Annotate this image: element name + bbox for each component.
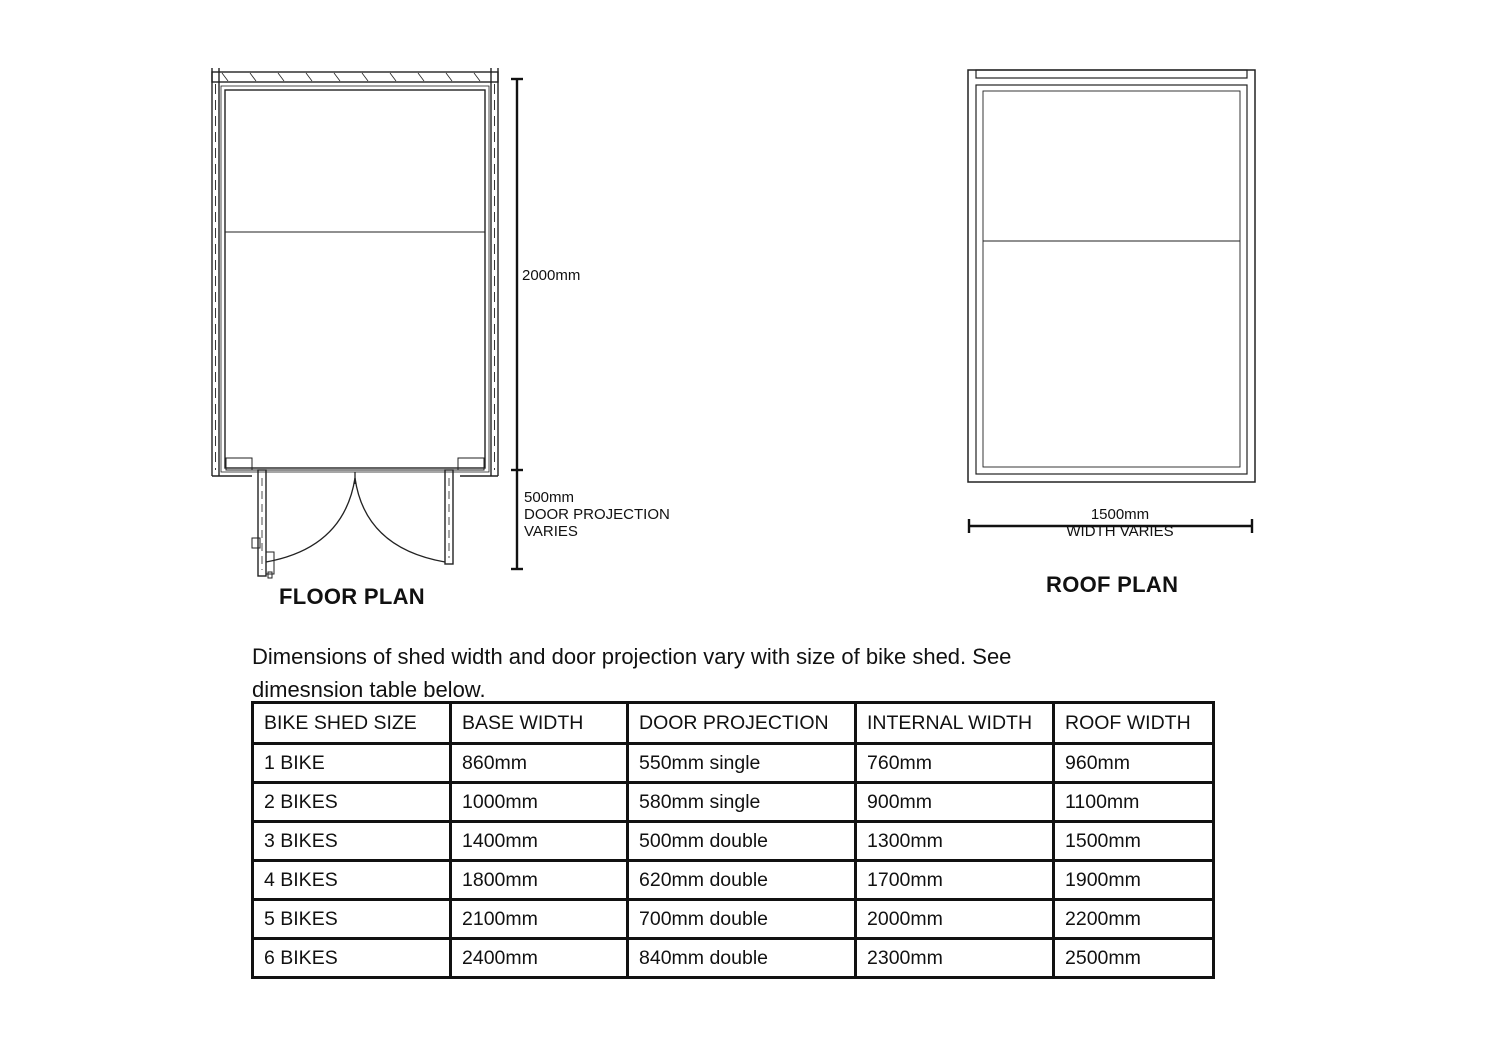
table-cell: 1900mm bbox=[1054, 861, 1214, 900]
table-row bbox=[253, 939, 1214, 978]
table-cell: 2100mm bbox=[451, 900, 628, 939]
table-cell: 1700mm bbox=[856, 861, 1054, 900]
floor-plan-drawing bbox=[212, 68, 498, 578]
door-projection-label bbox=[524, 489, 670, 540]
roof-width-line-1: 1500mm bbox=[1090, 506, 1150, 523]
dimension-table bbox=[251, 701, 1215, 979]
roof-plan-drawing bbox=[968, 70, 1255, 482]
table-row bbox=[253, 822, 1214, 861]
table-cell: 550mm single bbox=[628, 744, 856, 783]
table-cell: 2200mm bbox=[1054, 900, 1214, 939]
header-internal-width: INTERNAL WIDTH bbox=[856, 703, 1054, 744]
table-cell: 620mm double bbox=[628, 861, 856, 900]
table-cell: 2000mm bbox=[856, 900, 1054, 939]
table-cell: 2400mm bbox=[451, 939, 628, 978]
table-cell: 860mm bbox=[451, 744, 628, 783]
table-cell: 1100mm bbox=[1054, 783, 1214, 822]
table-row bbox=[253, 861, 1214, 900]
table-cell: 960mm bbox=[1054, 744, 1214, 783]
table-cell: 2 BIKES bbox=[253, 783, 451, 822]
table-cell: 3 BIKES bbox=[253, 822, 451, 861]
door-projection-line-3: VARIES bbox=[524, 523, 578, 540]
floor-dimension-line bbox=[511, 79, 523, 569]
table-cell: 1400mm bbox=[451, 822, 628, 861]
roof-plan-title: ROOF PLAN bbox=[1046, 572, 1179, 597]
table-cell: 500mm double bbox=[628, 822, 856, 861]
table-cell: 580mm single bbox=[628, 783, 856, 822]
door-projection-line-1: 500mm bbox=[524, 489, 575, 506]
door-projection-line-2: DOOR PROJECTION bbox=[524, 506, 670, 523]
header-roof-width: ROOF WIDTH bbox=[1054, 703, 1214, 744]
table-cell: 1800mm bbox=[451, 861, 628, 900]
table-cell: 700mm double bbox=[628, 900, 856, 939]
header-base-width: BASE WIDTH bbox=[451, 703, 628, 744]
table-header-row bbox=[253, 703, 1214, 744]
table-row bbox=[253, 900, 1214, 939]
table-cell: 1300mm bbox=[856, 822, 1054, 861]
table-row bbox=[253, 783, 1214, 822]
floor-plan-title: FLOOR PLAN bbox=[279, 584, 425, 609]
header-bike-shed-size: BIKE SHED SIZE bbox=[253, 703, 451, 744]
roof-width-line-2: WIDTH VARIES bbox=[1066, 523, 1174, 540]
table-cell: 5 BIKES bbox=[253, 900, 451, 939]
table-cell: 900mm bbox=[856, 783, 1054, 822]
table-cell: 6 BIKES bbox=[253, 939, 451, 978]
table-cell: 1000mm bbox=[451, 783, 628, 822]
header-door-projection: DOOR PROJECTION bbox=[628, 703, 856, 744]
table-cell: 2500mm bbox=[1054, 939, 1214, 978]
roof-width-label bbox=[1040, 506, 1200, 540]
table-cell: 1500mm bbox=[1054, 822, 1214, 861]
floor-length-label: 2000mm bbox=[522, 267, 581, 284]
table-cell: 840mm double bbox=[628, 939, 856, 978]
table-cell: 2300mm bbox=[856, 939, 1054, 978]
table-cell: 760mm bbox=[856, 744, 1054, 783]
intro-text: Dimensions of shed width and door projection vary with size of bike shed. See dimesnsion table below. bbox=[252, 644, 1012, 702]
table-cell: 4 BIKES bbox=[253, 861, 451, 900]
table-cell: 1 BIKE bbox=[253, 744, 451, 783]
table-row bbox=[253, 744, 1214, 783]
